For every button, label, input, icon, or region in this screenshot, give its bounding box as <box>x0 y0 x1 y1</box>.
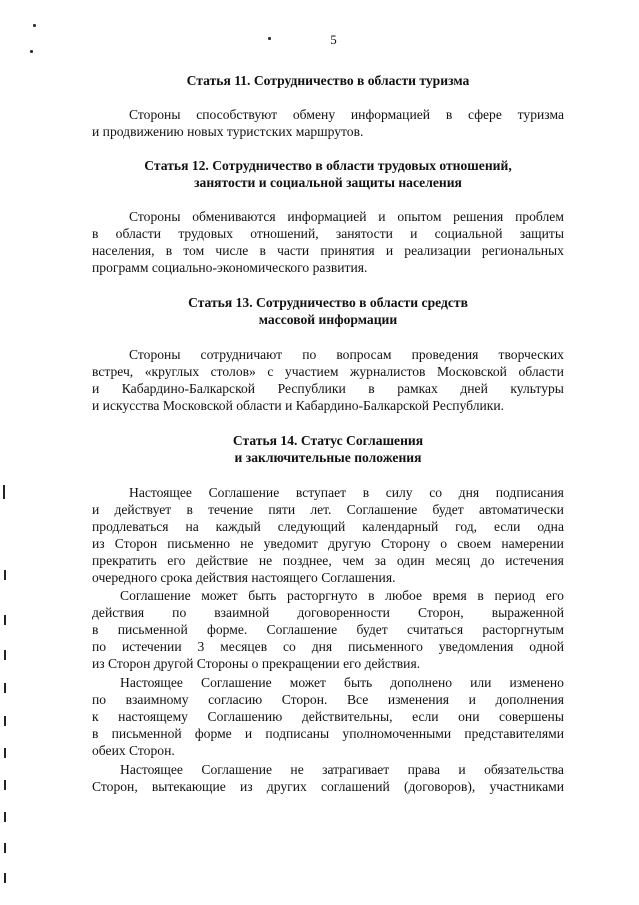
scan-mark <box>3 485 5 499</box>
scan-mark <box>30 50 33 53</box>
article-14-title <box>92 432 564 466</box>
article-14-paragraph-4 <box>92 761 564 795</box>
article-11-paragraph <box>92 106 564 140</box>
article-13-title-line-1: Статья 13. Сотрудничество в области средств <box>188 295 468 310</box>
text-line: к настоящему Соглашению действительны, если они совершены <box>92 709 564 724</box>
text-line: и искусства Московской области и Кабардино-Балкарской Республики. <box>92 398 505 413</box>
text-line: продлеваться на каждый следующий календарный год, если одна <box>92 519 564 534</box>
scan-mark <box>4 650 6 660</box>
text-line: в письменной форме и подписаны уполномоченными представителями <box>92 726 564 741</box>
text-line: Сторон, вытекающие из других соглашений (договоров), участниками <box>92 779 564 794</box>
text-line: Настоящее Соглашение может быть дополнено или изменено <box>120 675 564 690</box>
article-13-title <box>92 294 564 328</box>
text-line: обеих Сторон. <box>92 743 175 758</box>
article-14-paragraph-3 <box>92 674 564 759</box>
text-line: встреч, «круглых столов» с участием журналистов Московской области <box>92 364 564 379</box>
text-line: Стороны способствуют обмену информацией в сфере туризма <box>129 107 564 122</box>
text-line: Стороны обмениваются информацией и опытом решения проблем <box>129 209 564 224</box>
text-line: Настоящее Соглашение не затрагивает права и обязательства <box>120 762 564 777</box>
text-line: и продвижению новых туристских маршрутов. <box>92 124 364 139</box>
text-line: из Сторон другой Стороны о прекращении его действия. <box>92 656 421 671</box>
text-line: прекратить его действие не позднее, чем за один месяц до истечения <box>92 553 564 568</box>
text-line: в письменной форме. Соглашение будет считаться расторгнутым <box>92 622 564 637</box>
scan-mark <box>4 570 6 580</box>
article-14-title-line-2: и заключительные положения <box>234 450 422 465</box>
article-13-paragraph <box>92 346 564 414</box>
scan-mark <box>4 812 6 822</box>
text-line: программ социально-экономического развития. <box>92 260 368 275</box>
article-12-paragraph <box>92 208 564 276</box>
text-line: из Сторон письменно не уведомит другую Сторону о своем намерении <box>92 536 564 551</box>
text-line: по взаимному согласию Сторон. Все изменения и дополнения <box>92 692 564 707</box>
article-12-title <box>92 157 564 191</box>
article-11-title <box>92 72 564 89</box>
scan-mark <box>4 683 6 693</box>
scan-mark <box>4 615 6 625</box>
text-line: действия по взаимной договоренности Сторон, выраженной <box>92 605 564 620</box>
text-line: Стороны сотрудничают по вопросам проведения творческих <box>129 347 564 362</box>
article-13-title-line-2: массовой информации <box>258 312 398 327</box>
page-number: 5 <box>330 32 337 47</box>
text-line: Соглашение может быть расторгнуто в любое время в период его <box>120 588 564 603</box>
article-12-title-line-1: Статья 12. Сотрудничество в области трудовых отношений, <box>144 158 512 173</box>
scan-mark <box>4 843 6 853</box>
scan-mark <box>4 716 6 726</box>
article-14-title-line-1: Статья 14. Статус Соглашения <box>232 433 424 448</box>
article-12-title-line-2: занятости и социальной защиты населения <box>194 175 462 190</box>
article-14-paragraph-1 <box>92 484 564 586</box>
scan-mark <box>4 780 6 790</box>
article-14-paragraph-2 <box>92 587 564 672</box>
scan-mark <box>33 24 36 27</box>
text-line: Настоящее Соглашение вступает в силу со дня подписания <box>129 485 564 500</box>
scan-mark <box>4 748 6 758</box>
text-line: и действует в течение пяти лет. Соглашение будет автоматически <box>92 502 564 517</box>
article-11-title-text: Статья 11. Сотрудничество в области туризма <box>186 73 470 88</box>
text-line: в области трудовых отношений, занятости и социальной защиты <box>92 226 564 241</box>
text-line: и Кабардино-Балкарской Республики в рамках дней культуры <box>92 381 564 396</box>
scan-mark <box>4 873 6 883</box>
text-line: очередного срока действия настоящего Соглашения. <box>92 570 396 585</box>
text-line: по истечении 3 месяцев со дня письменного уведомления одной <box>92 639 564 654</box>
text-line: населения, в том числе в части принятия и реализации региональных <box>92 243 564 258</box>
